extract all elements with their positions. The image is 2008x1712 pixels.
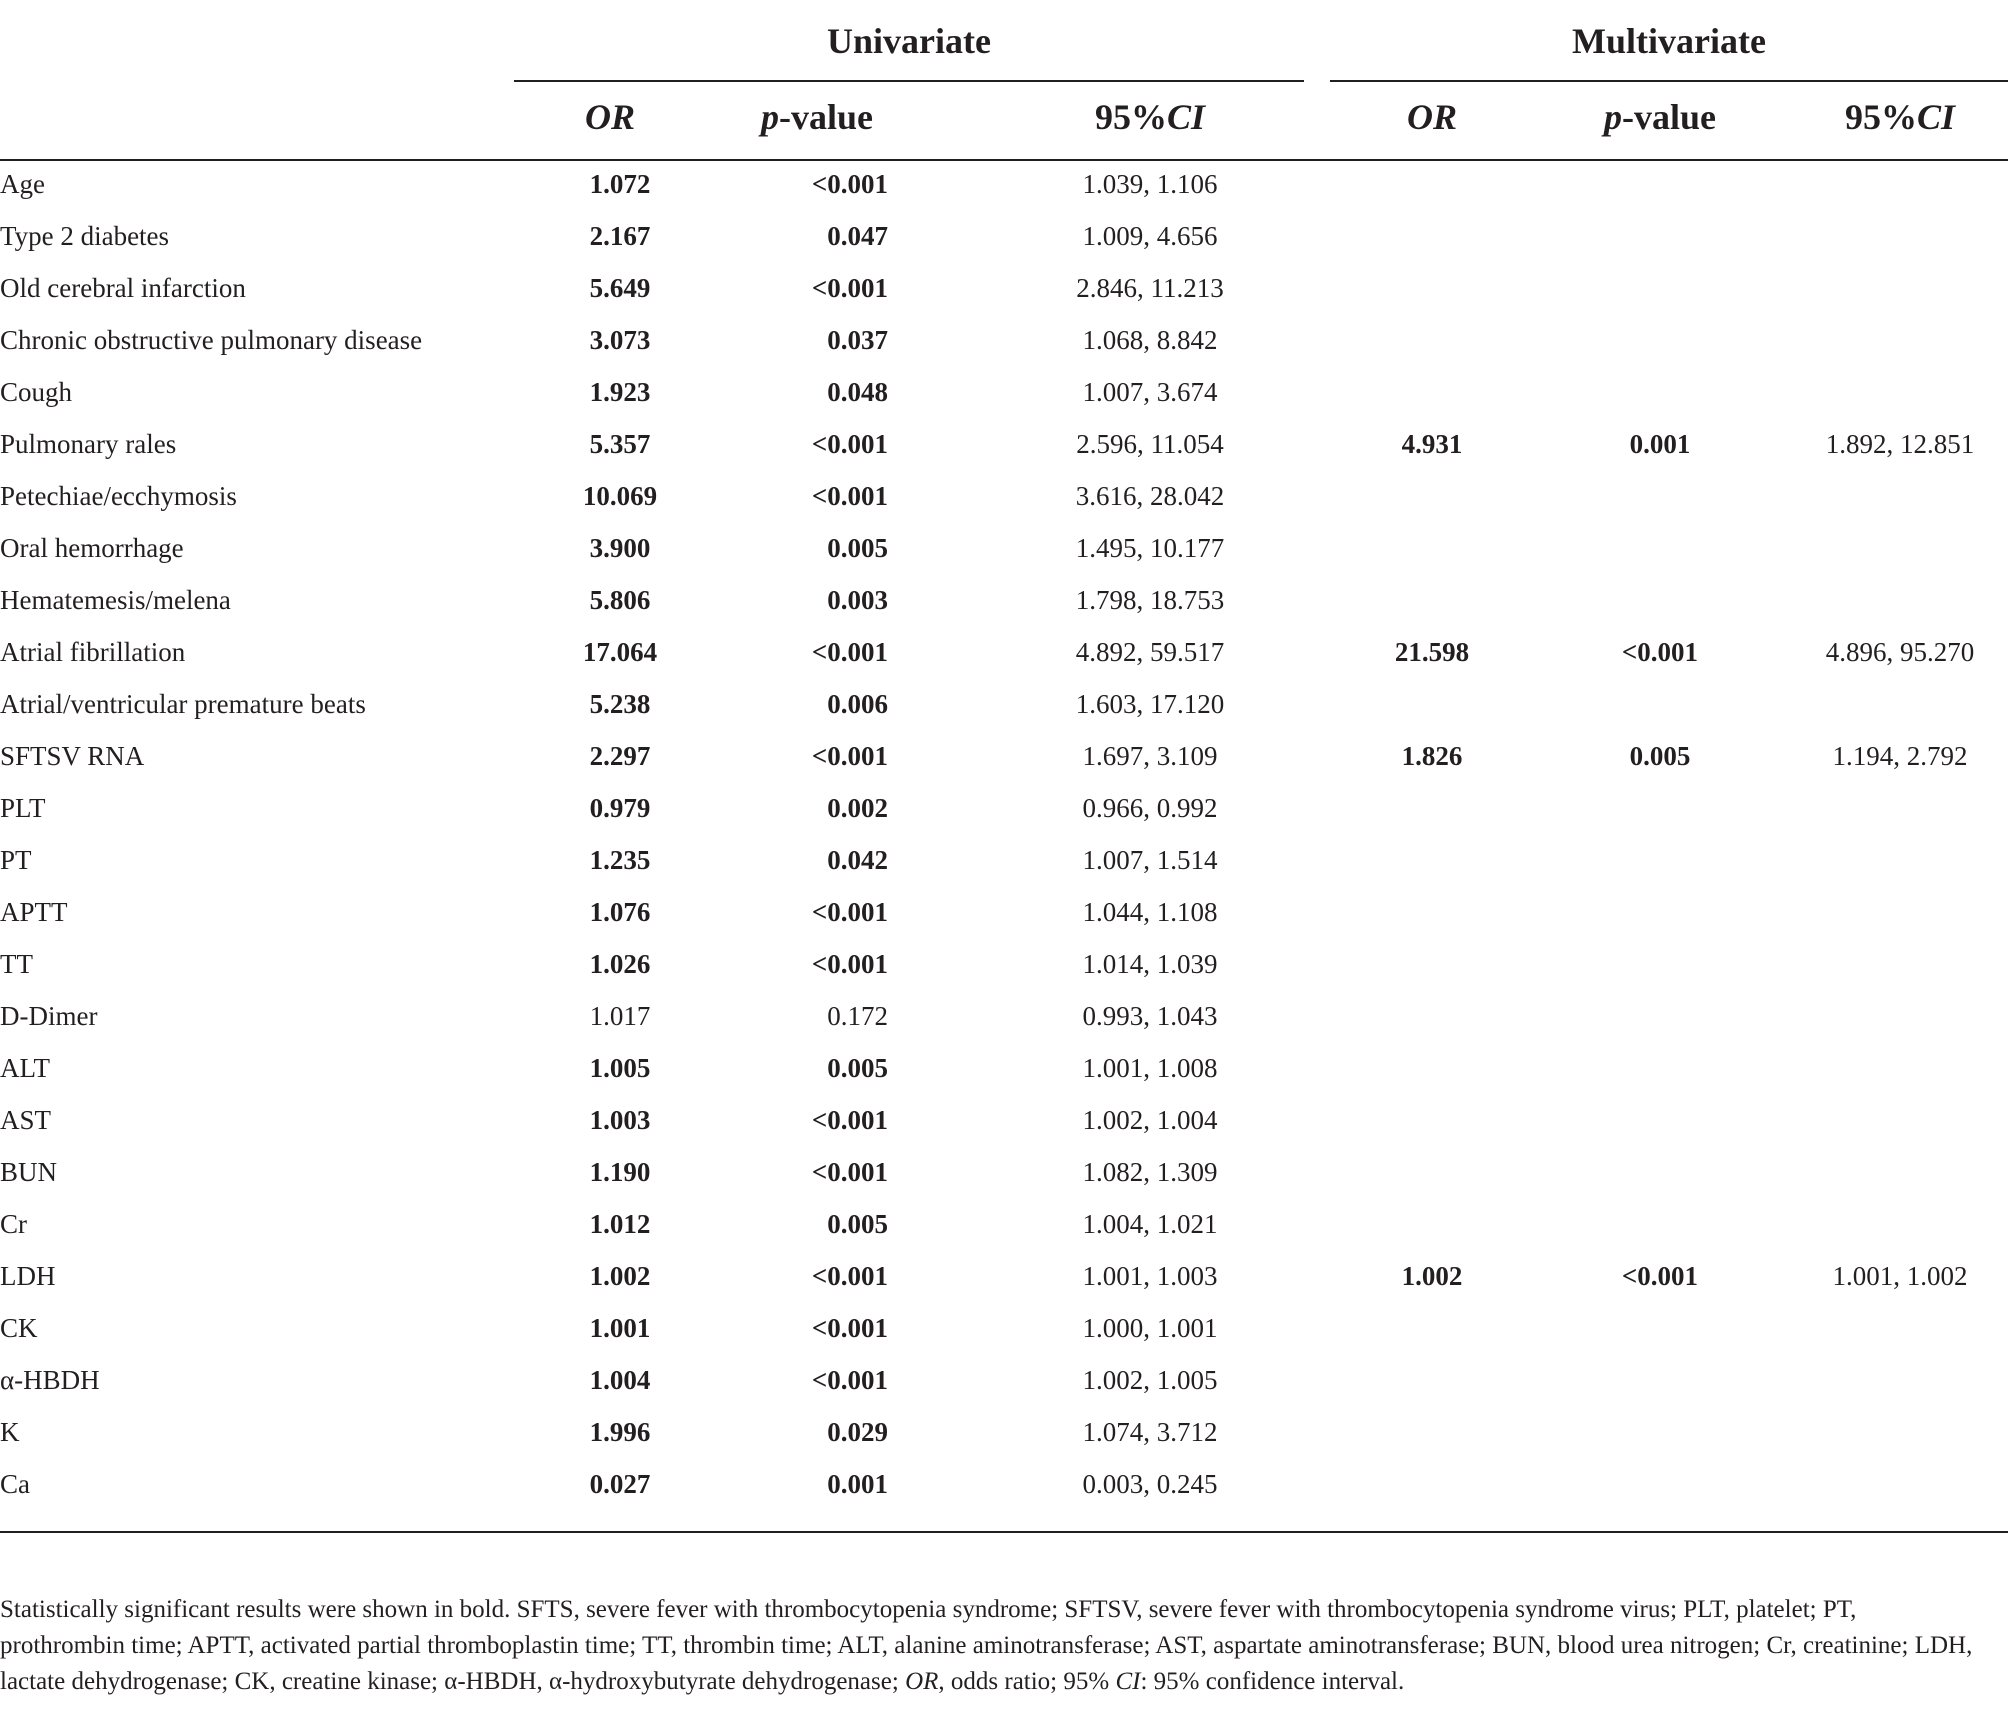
table-row xyxy=(0,1100,2008,1152)
row-label: LDH xyxy=(0,1261,56,1291)
multivariate-95ci: 1.892, 12.851 xyxy=(1825,429,1975,459)
univariate-p-value: 0.042 xyxy=(827,845,888,875)
row-label: Cr xyxy=(0,1209,27,1239)
row-label: PLT xyxy=(0,793,46,823)
row-label: Atrial fibrillation xyxy=(0,637,186,667)
multivariate-underline xyxy=(1330,80,2008,82)
univariate-95ci: 1.001, 1.008 xyxy=(1082,1053,1218,1083)
univariate-or: 5.357 xyxy=(589,429,651,459)
table-row xyxy=(0,736,2008,788)
table-bottom-rule xyxy=(0,1531,2008,1533)
table-top-rule xyxy=(0,159,2008,161)
univariate-or: 5.806 xyxy=(589,585,651,615)
univariate-95ci: 2.846, 11.213 xyxy=(1076,273,1224,303)
table-row xyxy=(0,320,2008,372)
univariate-p-value: 0.001 xyxy=(827,1469,888,1499)
multivariate-or: 4.931 xyxy=(1401,429,1463,459)
row-label: α-HBDH xyxy=(0,1365,100,1395)
univariate-p-value: <0.001 xyxy=(811,949,888,979)
univariate-or: 17.064 xyxy=(582,637,658,667)
univariate-p-value: <0.001 xyxy=(811,897,888,927)
univariate-95ci: 1.495, 10.177 xyxy=(1075,533,1225,563)
row-label: Type 2 diabetes xyxy=(0,221,170,251)
univariate-or: 1.012 xyxy=(589,1209,651,1239)
univariate-95ci: 1.002, 1.004 xyxy=(1082,1105,1218,1135)
row-label: BUN xyxy=(0,1157,58,1187)
univariate-or: 3.073 xyxy=(589,325,651,355)
univariate-95ci: 1.068, 8.842 xyxy=(1082,325,1218,355)
univariate-or: 1.004 xyxy=(589,1365,651,1395)
row-label: CK xyxy=(0,1313,38,1343)
univariate-or: 1.076 xyxy=(589,897,651,927)
row-label: ALT xyxy=(0,1053,51,1083)
univariate-p-value: <0.001 xyxy=(811,273,888,303)
univariate-or: 1.017 xyxy=(589,1001,651,1031)
univariate-95ci: 1.007, 3.674 xyxy=(1082,377,1218,407)
univariate-p-value: <0.001 xyxy=(811,1313,888,1343)
table-row xyxy=(0,1256,2008,1308)
table-row xyxy=(0,944,2008,996)
col-header-or: OR xyxy=(584,97,635,137)
univariate-95ci: 1.014, 1.039 xyxy=(1082,949,1218,979)
table-row xyxy=(0,268,2008,320)
table-row xyxy=(0,1048,2008,1100)
row-label: Petechiae/ecchymosis xyxy=(0,481,237,511)
univariate-95ci: 1.007, 1.514 xyxy=(1082,845,1218,875)
univariate-p-value: 0.003 xyxy=(827,585,888,615)
univariate-95ci: 0.003, 0.245 xyxy=(1082,1469,1218,1499)
multivariate-p-value: 0.005 xyxy=(1629,741,1691,771)
univariate-underline xyxy=(514,80,1304,82)
multivariate-p-value: 0.001 xyxy=(1629,429,1691,459)
row-label: Hematemesis/melena xyxy=(0,585,231,615)
row-label: Atrial/ventricular premature beats xyxy=(0,689,366,719)
univariate-or: 1.003 xyxy=(589,1105,651,1135)
univariate-95ci: 4.892, 59.517 xyxy=(1075,637,1225,667)
table-row xyxy=(0,164,2008,216)
univariate-or: 10.069 xyxy=(582,481,658,511)
univariate-or: 1.996 xyxy=(589,1417,651,1447)
table-row xyxy=(0,476,2008,528)
multivariate-95ci: 4.896, 95.270 xyxy=(1825,637,1975,667)
univariate-p-value: 0.048 xyxy=(827,377,888,407)
univariate-95ci: 1.039, 1.106 xyxy=(1082,169,1218,199)
univariate-p-value: <0.001 xyxy=(811,169,888,199)
univariate-95ci: 1.798, 18.753 xyxy=(1075,585,1225,615)
multivariate-95ci: 1.194, 2.792 xyxy=(1832,741,1968,771)
col-header-multi-95ci: 95%CI xyxy=(1844,97,1956,137)
row-label: APTT xyxy=(0,897,68,927)
univariate-p-value: <0.001 xyxy=(811,637,888,667)
univariate-or: 2.167 xyxy=(589,221,651,251)
table-row xyxy=(0,632,2008,684)
col-header-95ci: 95%CI xyxy=(1094,97,1206,137)
univariate-p-value: <0.001 xyxy=(811,1157,888,1187)
univariate-p-value: 0.047 xyxy=(827,221,888,251)
table-row xyxy=(0,1308,2008,1360)
row-label: K xyxy=(0,1417,20,1447)
univariate-or: 1.190 xyxy=(589,1157,651,1187)
univariate-or: 1.923 xyxy=(589,377,651,407)
univariate-p-value: 0.005 xyxy=(827,1053,888,1083)
multivariate-95ci: 1.001, 1.002 xyxy=(1832,1261,1968,1291)
univariate-95ci: 1.044, 1.108 xyxy=(1082,897,1218,927)
univariate-95ci: 1.002, 1.005 xyxy=(1082,1365,1218,1395)
univariate-or: 1.001 xyxy=(589,1313,651,1343)
row-label: Chronic obstructive pulmonary disease xyxy=(0,325,423,355)
table-footnote: Statistically significant results were shown in bold. SFTS, severe fever with thrombocytopenia syndrome; SFTSV, severe fever with thrombocytopenia syndrome virus; PLT, platelet; PT, prothrombin time; APTT, activated partial thromboplastin time; TT, thrombin time; ALT, alanine aminotransferase; AST, aspartate aminotransferase; BUN, blood urea nitrogen; Cr, creatinine; LDH, lactate dehydrogenase; CK, creatine kinase; α-HBDH, α-hydroxybutyrate dehydrogenase; OR, odds ratio; 95% CI: 95% confidence interval. xyxy=(0,1596,1973,1695)
multivariate-p-value: <0.001 xyxy=(1621,637,1699,667)
univariate-or: 0.027 xyxy=(589,1469,651,1499)
univariate-or: 1.235 xyxy=(589,845,651,875)
table-row xyxy=(0,372,2008,424)
row-label: D-Dimer xyxy=(0,1001,98,1031)
row-label: Age xyxy=(0,169,45,199)
univariate-or: 5.649 xyxy=(589,273,651,303)
table-row xyxy=(0,788,2008,840)
table-row xyxy=(0,1360,2008,1412)
univariate-or: 1.026 xyxy=(589,949,651,979)
univariate-p-value: 0.006 xyxy=(827,689,888,719)
univariate-or: 3.900 xyxy=(589,533,651,563)
multivariate-p-value: <0.001 xyxy=(1621,1261,1699,1291)
table-row xyxy=(0,216,2008,268)
univariate-p-value: <0.001 xyxy=(811,1261,888,1291)
table-row xyxy=(0,684,2008,736)
multivariate-or: 1.002 xyxy=(1401,1261,1463,1291)
univariate-95ci: 2.596, 11.054 xyxy=(1076,429,1224,459)
univariate-95ci: 1.004, 1.021 xyxy=(1082,1209,1218,1239)
univariate-or: 1.002 xyxy=(589,1261,651,1291)
row-label: AST xyxy=(0,1105,52,1135)
univariate-or: 0.979 xyxy=(589,793,651,823)
univariate-95ci: 1.074, 3.712 xyxy=(1082,1417,1218,1447)
row-label: PT xyxy=(0,845,32,875)
row-label: TT xyxy=(0,949,33,979)
univariate-or: 2.297 xyxy=(589,741,651,771)
univariate-p-value: <0.001 xyxy=(811,741,888,771)
univariate-p-value: 0.005 xyxy=(827,1209,888,1239)
col-header-multi-or: OR xyxy=(1406,97,1457,137)
table-row xyxy=(0,840,2008,892)
row-label: Ca xyxy=(0,1469,30,1499)
table-row xyxy=(0,424,2008,476)
col-header-p-value: p-value xyxy=(761,97,873,137)
univariate-95ci: 1.009, 4.656 xyxy=(1082,221,1218,251)
univariate-p-value: 0.172 xyxy=(827,1001,888,1031)
table-row xyxy=(0,580,2008,632)
multivariate-group-header: Multivariate xyxy=(1572,21,1766,61)
univariate-or: 1.072 xyxy=(589,169,651,199)
col-header-multi-p-value: p-value xyxy=(1604,97,1716,137)
table-row xyxy=(0,1464,2008,1516)
univariate-95ci: 1.603, 17.120 xyxy=(1075,689,1225,719)
row-label: Oral hemorrhage xyxy=(0,533,184,563)
univariate-p-value: 0.005 xyxy=(827,533,888,563)
univariate-95ci: 3.616, 28.042 xyxy=(1075,481,1225,511)
univariate-p-value: <0.001 xyxy=(811,1105,888,1135)
table-row xyxy=(0,996,2008,1048)
table-row xyxy=(0,892,2008,944)
multivariate-or: 1.826 xyxy=(1401,741,1463,771)
table-row xyxy=(0,1204,2008,1256)
univariate-group-header: Univariate xyxy=(827,21,991,61)
univariate-95ci: 1.697, 3.109 xyxy=(1082,741,1218,771)
row-label: Pulmonary rales xyxy=(0,429,177,459)
univariate-or: 1.005 xyxy=(589,1053,651,1083)
univariate-95ci: 1.000, 1.001 xyxy=(1082,1313,1218,1343)
row-label: Old cerebral infarction xyxy=(0,273,246,303)
univariate-95ci: 1.082, 1.309 xyxy=(1082,1157,1218,1187)
univariate-95ci: 0.993, 1.043 xyxy=(1082,1001,1218,1031)
univariate-95ci: 0.966, 0.992 xyxy=(1082,793,1218,823)
table-row xyxy=(0,1152,2008,1204)
univariate-p-value: <0.001 xyxy=(811,1365,888,1395)
univariate-95ci: 1.001, 1.003 xyxy=(1082,1261,1218,1291)
row-label: Cough xyxy=(0,377,73,407)
table-row xyxy=(0,1412,2008,1464)
univariate-p-value: 0.002 xyxy=(827,793,888,823)
row-label: SFTSV RNA xyxy=(0,741,145,771)
univariate-p-value: 0.029 xyxy=(827,1417,888,1447)
univariate-p-value: <0.001 xyxy=(811,429,888,459)
multivariate-or: 21.598 xyxy=(1394,637,1470,667)
table-row xyxy=(0,528,2008,580)
univariate-p-value: <0.001 xyxy=(811,481,888,511)
univariate-p-value: 0.037 xyxy=(827,325,888,355)
univariate-or: 5.238 xyxy=(589,689,651,719)
table-body xyxy=(0,164,2008,1516)
